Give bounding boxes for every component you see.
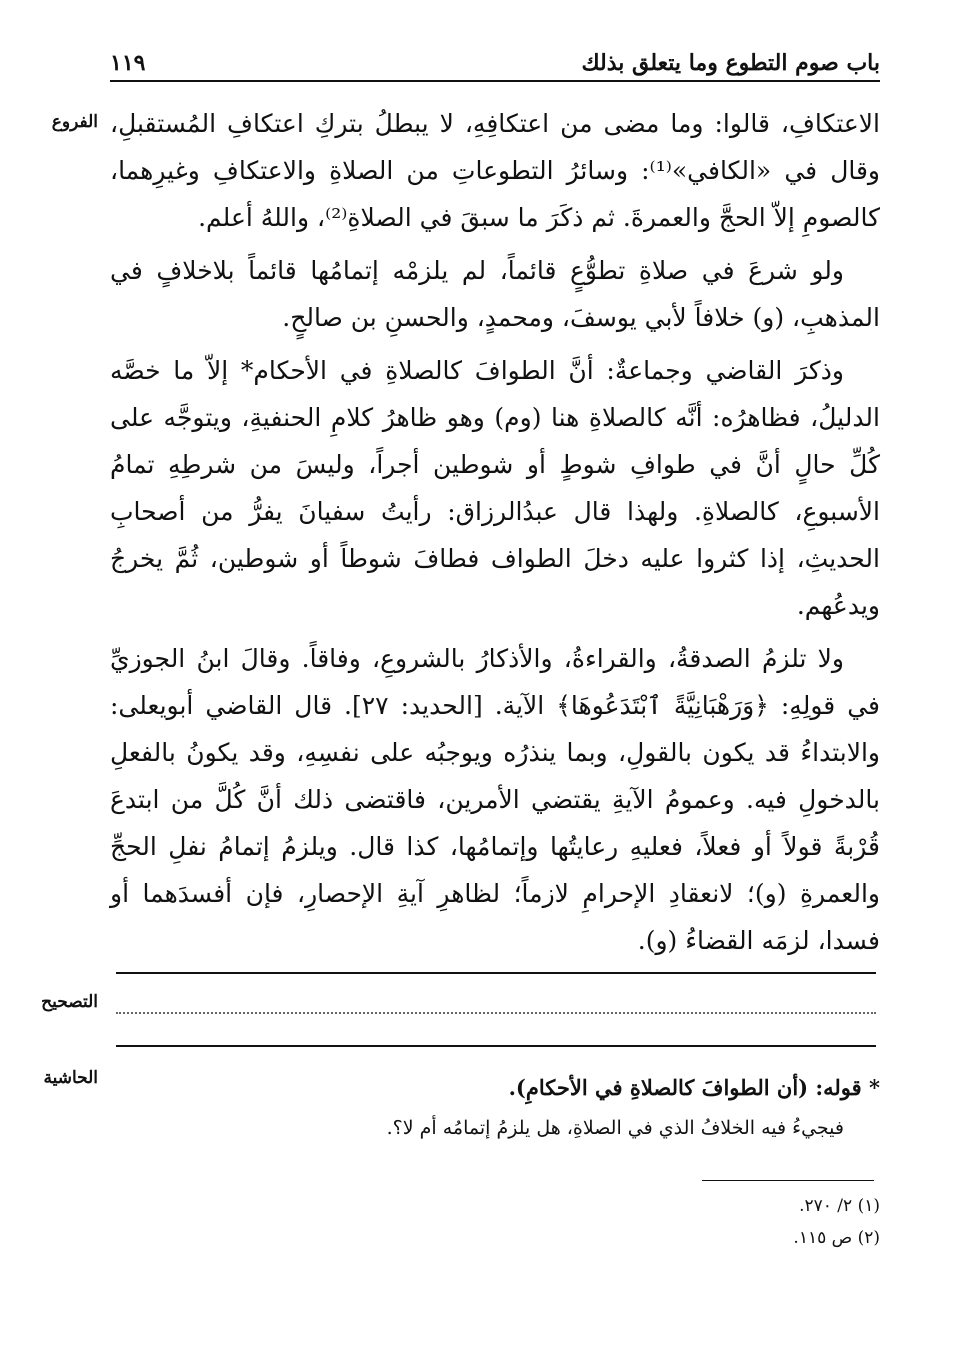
- side-label-furu: الفروع: [51, 112, 98, 132]
- paragraph-2: ولو شرعَ في صلاةِ تطوُّعٍ قائماً، لم يلزمْه إتمامُها قائماً بلاخلافٍ في المذهبِ، (و) خلافاً لأبي يوسفَ، ومحمدٍ، والحسنِ بن صالحٍ.: [110, 256, 880, 332]
- footnote-rule: [702, 1180, 874, 1181]
- hashiya-quote: * قوله: (أن الطوافَ كالصلاةِ في الأحكامِ).: [508, 1075, 880, 1100]
- footnotes: [110, 1190, 880, 1254]
- divider-bottom: [116, 1045, 876, 1047]
- divider-top: [116, 972, 876, 974]
- tashih-dotted-line: [116, 1012, 876, 1014]
- paragraph-1: الاعتكافِ، قالوا: وما مضى من اعتكافِهِ، لا يبطلُ بتركِ اعتكافِ المُستقبلِ، وقال في «الكافي»⁽¹⁾: وسائرُ التطوعاتِ من الصلاةِ والاعتكافِ وغيرِهما، كالصومِ إلاّ الحجَّ والعمرةَ. ثم ذكَرَ ما سبقَ في الصلاةِ⁽²⁾، واللهُ أعلم.: [110, 109, 881, 232]
- footnote-2: (٢) ص ١١٥.: [793, 1228, 880, 1248]
- page-number: ١١٩: [110, 50, 146, 76]
- hashiya-body: فيجيءُ فيه الخلافُ الذي في الصلاةِ، هل يلزمُ إتمامُه أم لا؟.: [386, 1117, 844, 1139]
- chapter-title: باب صوم التطوع وما يتعلق بذلك: [581, 50, 880, 76]
- main-text: [110, 100, 880, 964]
- side-label-hashiya: الحاشية: [43, 1068, 98, 1088]
- paragraph-3: وذكرَ القاضي وجماعةٌ: أنَّ الطوافَ كالصلاةِ في الأحكام* إلاّ ما خصَّه الدليلُ، فظاهرُه: أنَّه كالصلاةِ هنا (وم) وهو ظاهرُ كلامِ الحنفيةِ، ويتوجَّه على كُلِّ حالٍ أنَّ في طوافِ شوطٍ أو شوطين أجراً، وليسَ من شرطِهِ تمامُ الأسبوعِ، كالصلاةِ. ولهذا قال عبدُالرزاق: رأيتُ سفيانَ يفرُّ من أصحابِ الحديثِ، إذا كثروا عليه دخلَ الطواف فطافَ شوطاً أو شوطين، ثُمَّ يخرجُ ويدعُهم.: [110, 356, 880, 620]
- running-header: [110, 36, 880, 82]
- side-label-tashih: التصحيح: [41, 992, 98, 1012]
- paragraph-4: ولا تلزمُ الصدقةُ، والقراءةُ، والأذكارُ بالشروعِ، وفاقاً. وقالَ ابنُ الجوزيِّ في قولِهِ: ﴿وَرَهْبَانِيَّةً ٱبْتَدَعُوهَا﴾ الآية. [الحديد: ٢٧]. قال القاضي أبويعلى: والابتداءُ قد يكون بالقولِ، وبما ينذرُه ويوجبُه على نفسِهِ، وقد يكونُ بالفعلِ بالدخولِ فيه. وعمومُ الآيةِ يقتضي الأمرين، فاقتضى ذلك أنَّ كُلَّ من ابتدعَ قُرْبةً قولاً أو فعلاً، فعليهِ رعايتُها وإتمامُها، كذا قال. ويلزمُ إتمامُ نفلِ الحجِّ والعمرةِ (و)؛ لانعقادِ الإحرامِ لازماً؛ لظاهرِ آيةِ الإحصارِ، فإن أفسدَهما أو فسدا، لزمَه القضاءُ (و).: [110, 644, 880, 955]
- footnote-1: (١) ٢/ ٢٧٠.: [799, 1196, 880, 1216]
- hashiya-section: [110, 1068, 880, 1148]
